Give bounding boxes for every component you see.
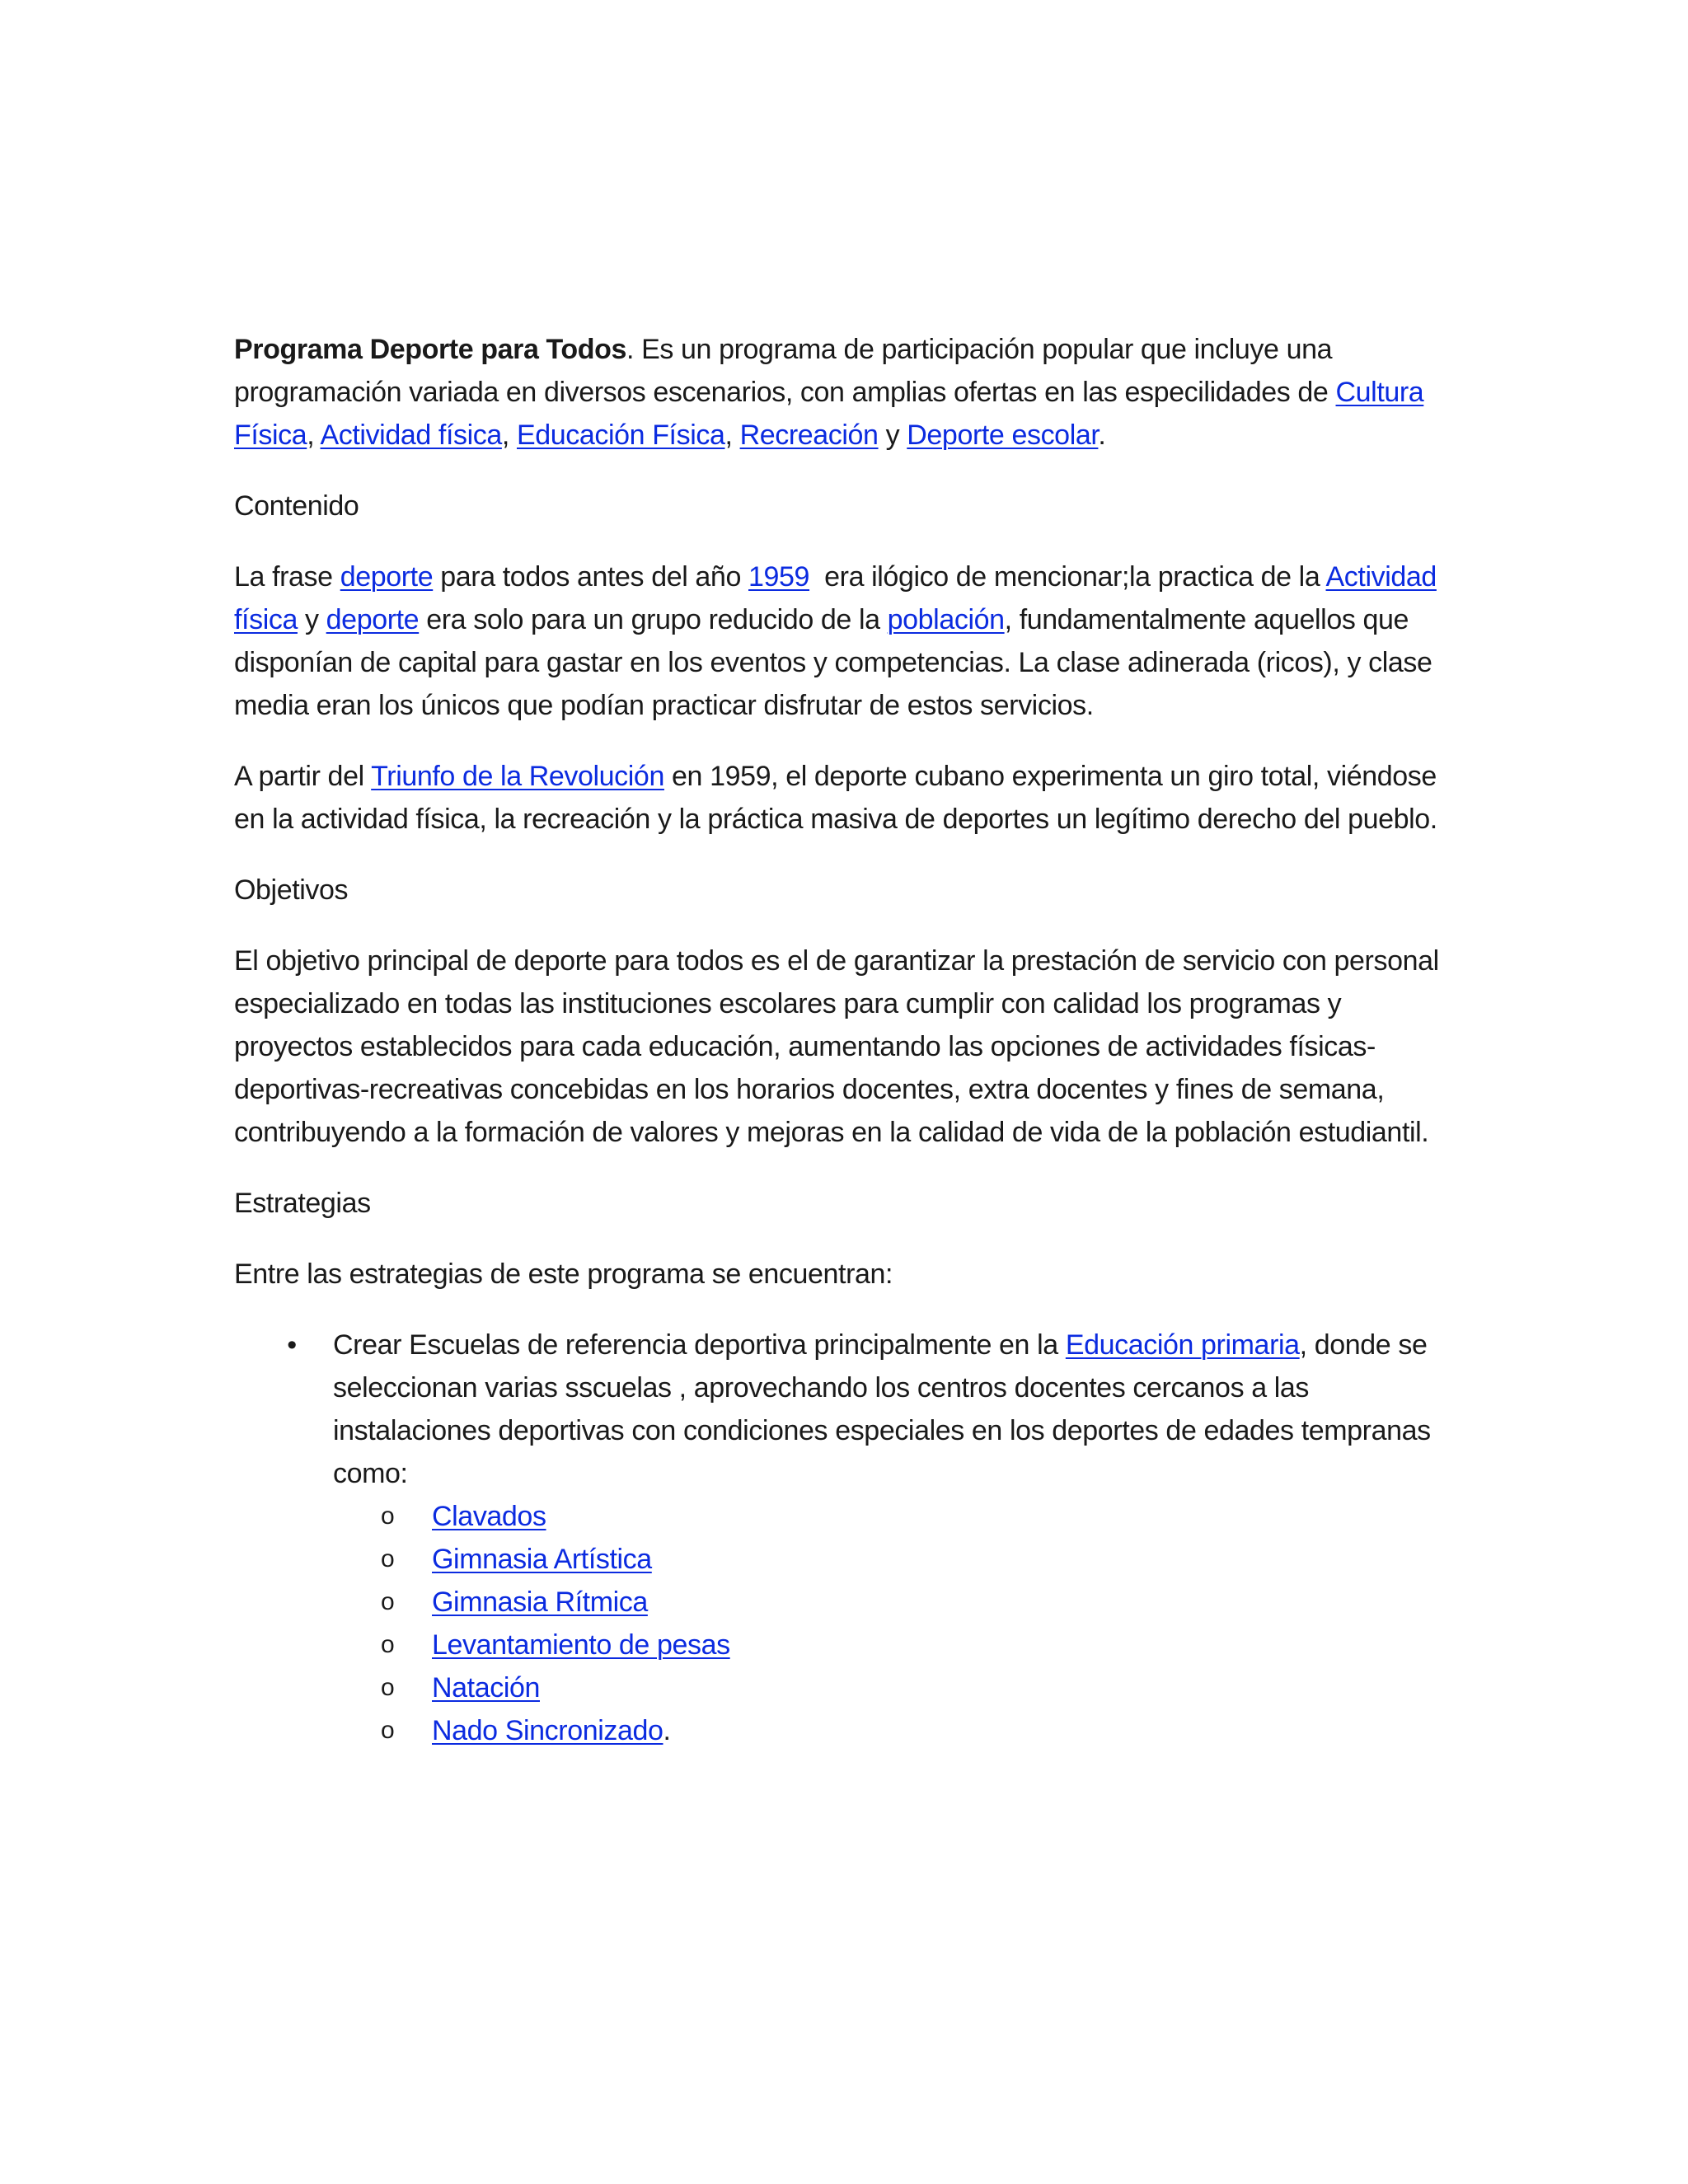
link-recreacion[interactable]: Recreación [739,419,879,451]
text: , fundamentalmente aquellos que disponían de capital para gastar en los eventos y competencias. La clase adinerada (ricos), y clase media eran los únicos que podían practicar disfrutar de estos servicios. [234,604,1432,721]
heading-objetivos: Objetivos [234,874,349,906]
link-poblacion[interactable]: población [887,604,1005,635]
sports-list [333,1495,1457,1752]
circle-bullet-icon: o [381,1717,395,1744]
link-deporte[interactable]: deporte [340,561,434,593]
sport-item [381,1666,1457,1709]
link-natacion[interactable]: Natación [432,1672,540,1704]
suffix: . [663,1715,671,1746]
link-clavados[interactable]: Clavados [432,1501,546,1532]
text: era ilógico de mencionar;la practica de la [809,561,1326,593]
contenido-paragraph-1 [234,555,1457,727]
sport-item [381,1709,1457,1752]
link-levantamiento-pesas[interactable]: Levantamiento de pesas [432,1629,730,1661]
link-actividad-fisica-2[interactable]: Actividad física [234,561,1437,635]
intro-text: . Es un programa de participación popular que incluye una programación variada en diversos escenarios, con amplias ofertas en las especilidades de [234,334,1336,408]
strategy-item [287,1324,1457,1752]
link-cultura-fisica[interactable]: Cultura Física [234,377,1424,451]
text: en 1959, el deporte cubano experimenta un giro total, viéndose en la actividad física, la recreación y la práctica masiva de deportes un legítimo derecho del pueblo. [234,761,1437,835]
strategy-list [234,1324,1457,1752]
link-nado-sincronizado[interactable]: Nado Sincronizado [432,1715,663,1746]
intro-title: Programa Deporte para Todos [234,334,627,365]
circle-bullet-icon: o [381,1674,395,1701]
sport-item [381,1538,1457,1581]
text: para todos antes del año [433,561,748,593]
heading-estrategias: Estrategias [234,1188,371,1219]
link-triunfo-revolucion[interactable]: Triunfo de la Revolución [371,761,664,792]
link-1959[interactable]: 1959 [748,561,810,593]
circle-bullet-icon: o [381,1545,395,1572]
document-page [234,328,1457,1752]
link-actividad-fisica[interactable]: Actividad física [320,419,502,451]
contenido-paragraph-2 [234,755,1457,841]
sport-item [381,1581,1457,1624]
separator: y [878,419,907,451]
link-educacion-fisica[interactable]: Educación Física [516,419,725,451]
sport-item [381,1624,1457,1666]
sport-item [381,1495,1457,1538]
text: y [297,604,326,635]
text: A partir del [234,761,372,792]
estrategias-intro: Entre las estrategias de este programa se encuentran: [234,1258,893,1290]
separator: , [501,419,517,451]
intro-paragraph [234,328,1457,457]
link-gimnasia-artistica[interactable]: Gimnasia Artística [432,1544,652,1575]
text: era solo para un grupo reducido de la [419,604,888,635]
text: La frase [234,561,340,593]
heading-contenido: Contenido [234,490,359,522]
circle-bullet-icon: o [381,1588,395,1615]
objetivos-paragraph: El objetivo principal de deporte para todos es el de garantizar la prestación de servicio con personal especializado en todas las instituciones escolares para cumplir con calidad los programas y proyectos establecidos para cada educación, aumentando las opciones de actividades físicas- deportivas-recreativas concebidas en los horarios docentes, extra docentes y fines de semana, contribuyendo a la formación de valores y mejoras en la calidad de vida de la población estudiantil. [234,945,1439,1148]
period: . [1098,419,1106,451]
link-deporte-escolar[interactable]: Deporte escolar [907,419,1099,451]
link-deporte-2[interactable]: deporte [326,604,420,635]
separator: , [724,419,740,451]
link-educacion-primaria[interactable]: Educación primaria [1065,1329,1300,1361]
text: Crear Escuelas de referencia deportiva principalmente en la [333,1329,1066,1361]
text: , donde se seleccionan varias sscuelas , aprovechando los centros docentes cercanos a las instalaciones deportivas con condiciones especiales en los deportes de edades tempranas como: [333,1329,1431,1489]
circle-bullet-icon: o [381,1502,395,1530]
link-gimnasia-ritmica[interactable]: Gimnasia Rítmica [432,1586,648,1618]
circle-bullet-icon: o [381,1631,395,1658]
bullet-icon: • [287,1329,297,1361]
separator: , [307,419,321,451]
